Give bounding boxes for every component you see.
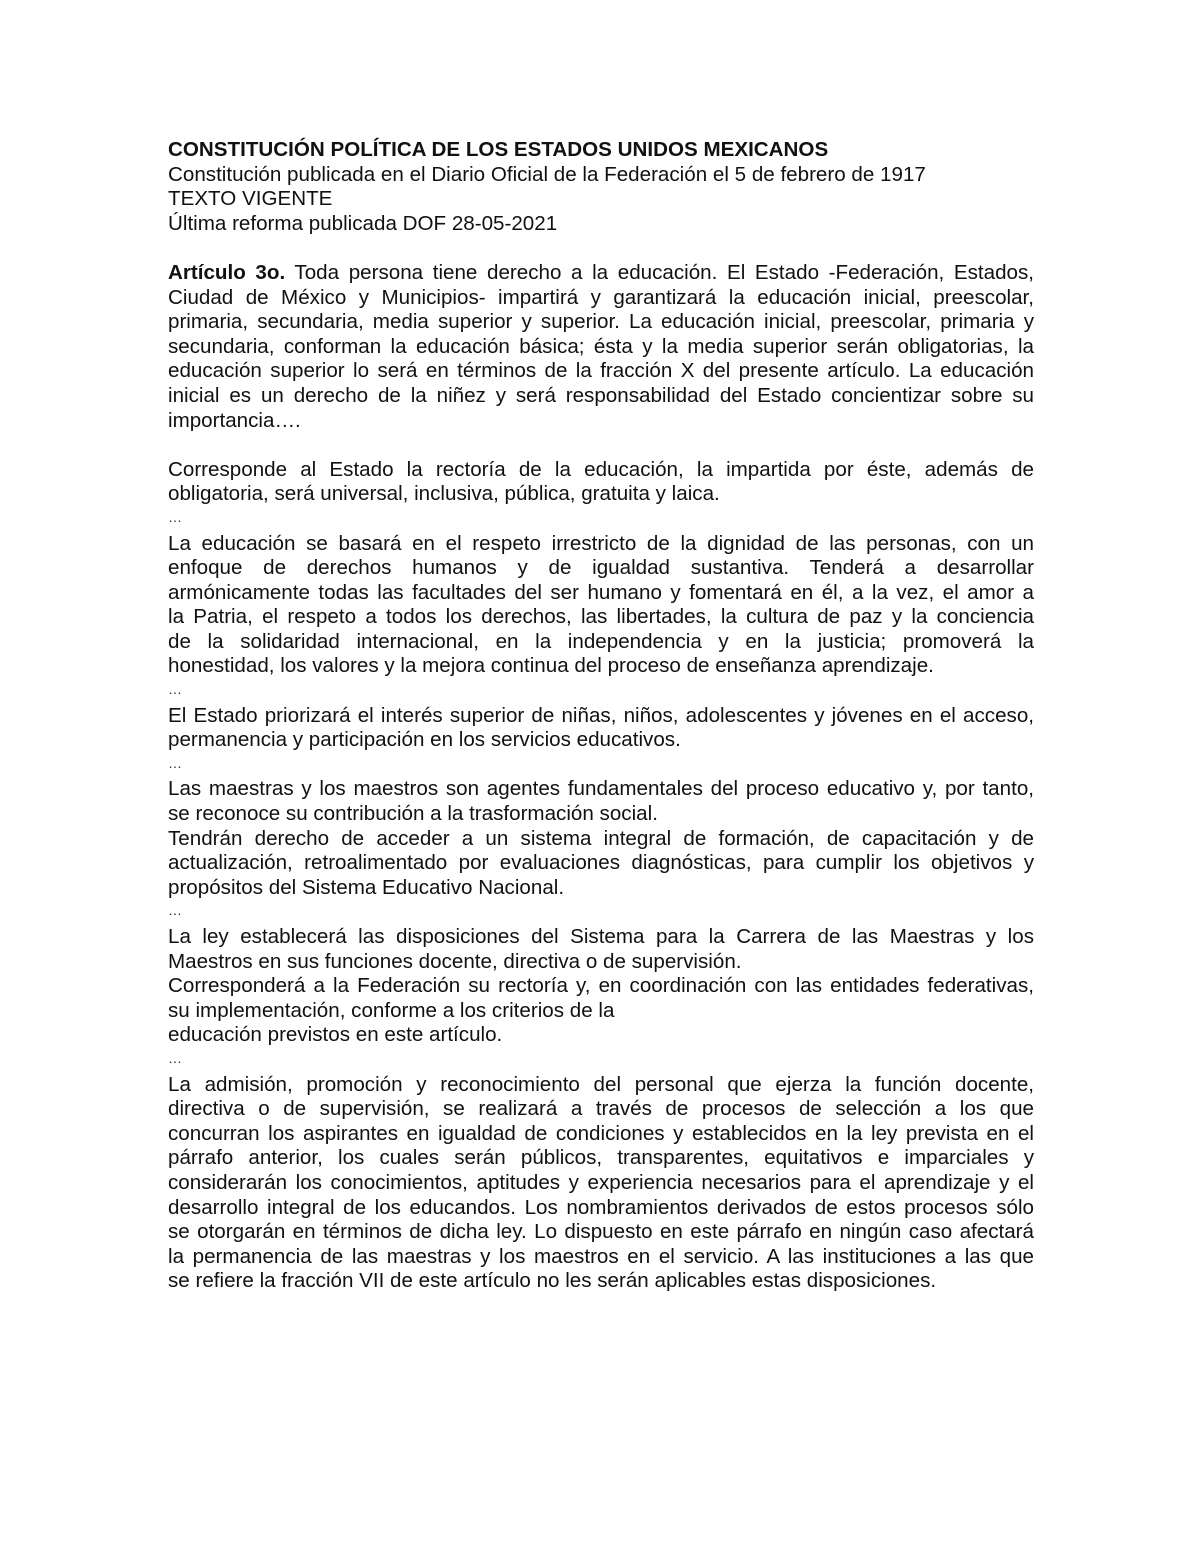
paragraph-line: de la solidaridad internacional, en la independencia y en la justicia; promoverá la <box>168 629 1034 653</box>
paragraph-line: importancia…. <box>168 408 301 432</box>
omission-ellipsis: … <box>168 754 184 771</box>
spacer <box>168 433 1034 458</box>
article-paragraph-8 <box>168 974 1034 1048</box>
omission-ellipsis: … <box>168 902 184 919</box>
spacer <box>168 236 1034 261</box>
article-paragraph-5 <box>168 777 1034 826</box>
paragraph-line: Maestros en sus funciones docente, directiva o de supervisión. <box>168 949 742 973</box>
paragraph-line: su implementación, conforme a los criterios de la <box>168 998 615 1022</box>
paragraph-line: se otorgarán en términos de dicha ley. Lo dispuesto en este párrafo en ningún caso afectará <box>168 1220 1034 1244</box>
paragraph-line: El Estado priorizará el interés superior de niñas, niños, adolescentes y jóvenes en el acceso, <box>168 703 1034 727</box>
paragraph-line: la permanencia de las maestras y los maestros en el servicio. A las instituciones a las que <box>168 1244 1034 1268</box>
paragraph-line: educación superior lo será en términos de la fracción X del presente artículo. La educación <box>168 359 1034 383</box>
article-paragraph-4 <box>168 704 1034 753</box>
paragraph-line: se refiere la fracción VII de este artículo no les serán aplicables estas disposiciones. <box>168 1269 937 1293</box>
article-paragraph-7 <box>168 925 1034 974</box>
paragraph-line: primaria, secundaria, media superior y superior. La educación inicial, preescolar, primaria y <box>168 310 1034 334</box>
omission-ellipsis: … <box>168 1049 184 1066</box>
paragraph-line: la Patria, el respeto a todos los derechos, las libertades, la cultura de paz y la conciencia <box>168 605 1034 629</box>
paragraph-line: Toda persona tiene derecho a la educación. El Estado -Federación, Estados, <box>285 260 1034 284</box>
paragraph-line: permanencia y participación en los servicios educativos. <box>168 728 681 752</box>
document-title: CONSTITUCIÓN POLÍTICA DE LOS ESTADOS UNIDOS MEXICANOS <box>168 138 829 161</box>
paragraph-line: honestidad, los valores y la mejora continua del proceso de enseñanza aprendizaje. <box>168 654 934 678</box>
paragraph-line: Corresponde al Estado la rectoría de la educación, la impartida por éste, además de <box>168 457 1034 481</box>
paragraph-line: concurran los aspirantes en igualdad de condiciones y establecidos en la ley prevista en el <box>168 1121 1034 1145</box>
publication-note: Constitución publicada en el Diario Oficial de la Federación el 5 de febrero de 1917 <box>168 162 926 186</box>
paragraph-line: educación previstos en este artículo. <box>168 1023 503 1047</box>
paragraph-line: actualización, retroalimentado por evaluaciones diagnósticas, para cumplir los objetivos y <box>168 851 1034 875</box>
paragraph-line: Tendrán derecho de acceder a un sistema integral de formación, de capacitación y de <box>168 826 1034 850</box>
article-paragraph-1 <box>168 261 1034 433</box>
article-first-line <box>168 261 1034 286</box>
omission-ellipsis: … <box>168 508 184 525</box>
article-label: Artículo 3o. <box>168 260 286 284</box>
article-paragraph-3 <box>168 532 1034 680</box>
paragraph-line: obligatoria, será universal, inclusiva, pública, gratuita y laica. <box>168 482 720 506</box>
paragraph-line: secundaria, conforman la educación básica; ésta y la media superior serán obligatorias, la <box>168 334 1034 358</box>
paragraph-line: propósitos del Sistema Educativo Nacional. <box>168 875 565 899</box>
paragraph-line: La admisión, promoción y reconocimiento del personal que ejerza la función docente, <box>168 1072 1034 1096</box>
paragraph-line: La ley establecerá las disposiciones del Sistema para la Carrera de las Maestras y los <box>168 925 1034 948</box>
paragraph-line: Las maestras y los maestros son agentes fundamentales del proceso educativo y, por tanto, <box>168 777 1034 801</box>
article-paragraph-6 <box>168 827 1034 901</box>
last-reform-note: Última reforma publicada DOF 28-05-2021 <box>168 211 558 235</box>
paragraph-line: Ciudad de México y Municipios- impartirá y garantizará la educación inicial, preescolar, <box>168 285 1034 309</box>
paragraph-line: desarrollo integral de los educandos. Los nombramientos derivados de estos procesos sólo <box>168 1195 1034 1219</box>
article-paragraph-9 <box>168 1073 1034 1294</box>
omission-ellipsis: … <box>168 681 184 698</box>
paragraph-line: inicial es un derecho de la niñez y será responsabilidad del Estado concientizar sobre su <box>168 383 1034 407</box>
paragraph-line: Corresponderá a la Federación su rectoría y, en coordinación con las entidades federativas, <box>168 974 1034 998</box>
paragraph-line: La educación se basará en el respeto irrestricto de la dignidad de las personas, con un <box>168 531 1034 555</box>
document-body <box>168 138 1034 1294</box>
status-label: TEXTO VIGENTE <box>168 187 333 211</box>
paragraph-line: considerarán los conocimientos, aptitudes y experiencia necesarios para el aprendizaje y el <box>168 1170 1034 1194</box>
paragraph-line: párrafo anterior, los cuales serán públicos, transparentes, equitativos e imparciales y <box>168 1146 1034 1170</box>
article-paragraph-2 <box>168 458 1034 507</box>
paragraph-line: enfoque de derechos humanos y de igualdad sustantiva. Tenderá a desarrollar <box>168 556 1034 580</box>
paragraph-line: directiva o de supervisión, se realizará a través de procesos de selección a los que <box>168 1097 1034 1121</box>
paragraph-line: armónicamente todas las facultades del ser humano y fomentará en él, a la vez, el amor a <box>168 580 1034 604</box>
paragraph-line: se reconoce su contribución a la trasformación social. <box>168 802 658 826</box>
